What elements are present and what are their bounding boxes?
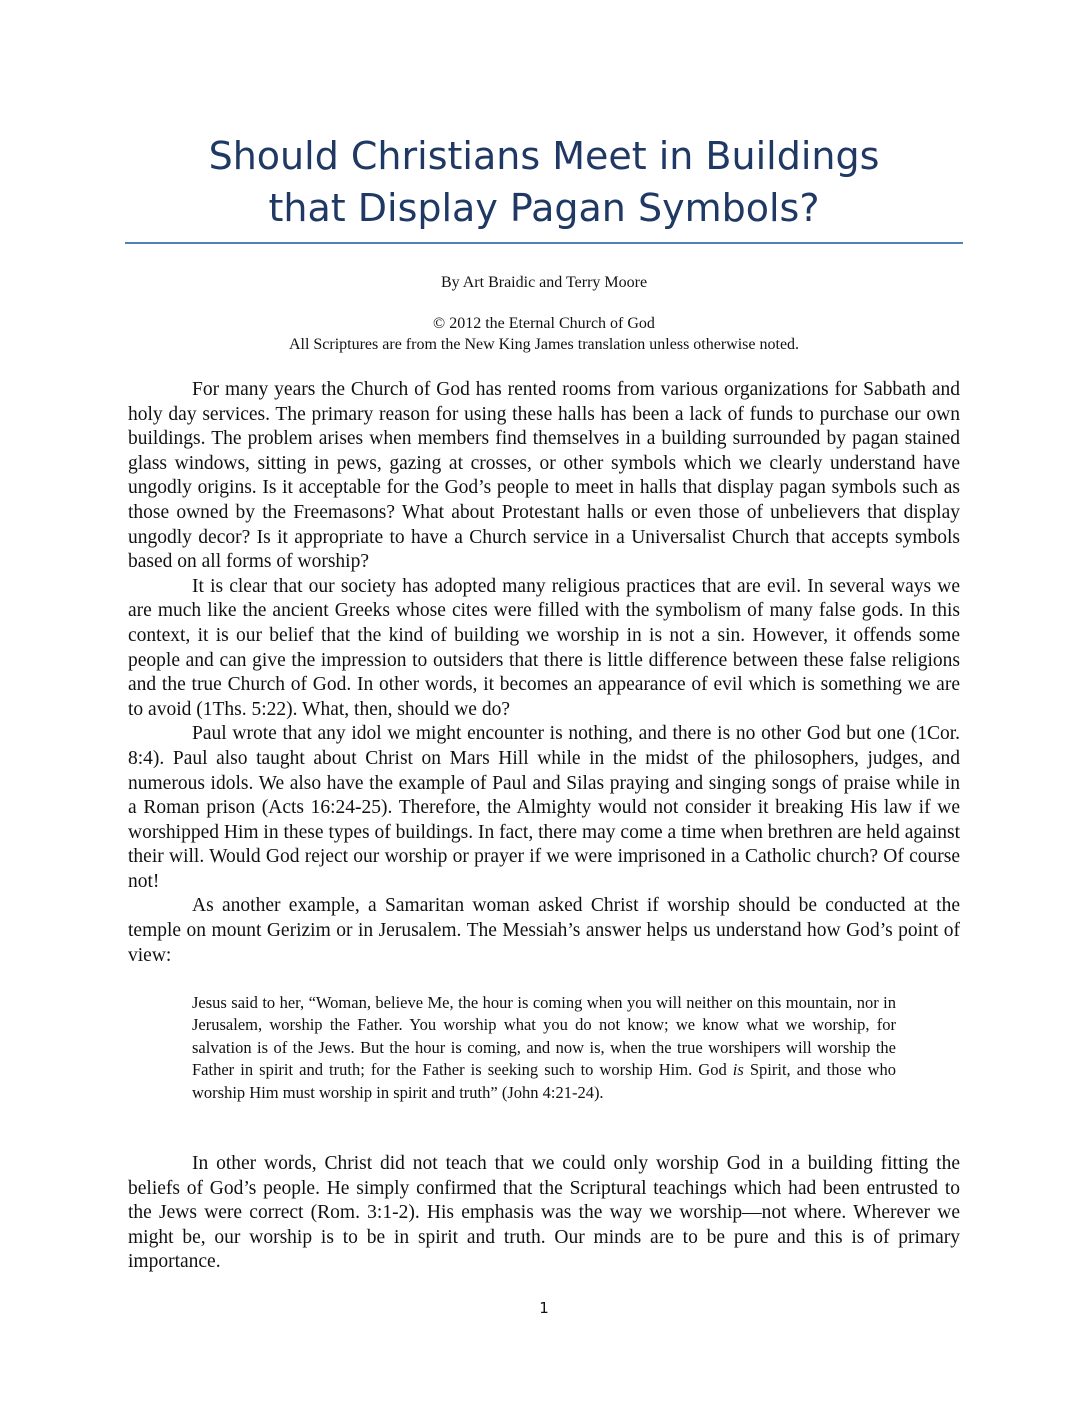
quote-text-start: Jesus said to her, “Woman, believe Me, the hour is coming when you will neither on this mountain, nor in Jerusalem, worship the Father. You worship what you do not know; we know what we worship, for salvation is of the Jews. But the hour is coming, and now is, when the true worshipers will worship the Father in spirit and truth; for the Father is seeking such to worship Him. God xyxy=(192,993,896,1080)
closing-section xyxy=(128,1152,960,1275)
byline: By Art Braidic and Terry Moore xyxy=(440,274,648,291)
title-line-1: Should Christians Meet in Buildings xyxy=(208,134,880,178)
paragraph: As another example, a Samaritan woman asked Christ if worship should be conducted at the temple on mount Gerizim or in Jerusalem. The Messiah’s answer helps us understand how God’s point of view: xyxy=(128,895,960,966)
body-text xyxy=(128,378,960,968)
paragraph: It is clear that our society has adopted many religious practices that are evil. In several ways we are much like the ancient Greeks whose cites were filled with the symbolism of many false gods. In this context, it is our belief that the kind of building we worship in is not a sin. However, it offends some people and can give the impression to outsiders that there is little difference between these false religions and the true Church of God. In other words, it becomes an appearance of evil which is something we are to avoid (1Ths. 5:22). What, then, should we do? xyxy=(128,575,960,720)
page-number: 1 xyxy=(539,1299,549,1317)
title-divider xyxy=(125,242,963,244)
paragraph: Paul wrote that any idol we might encounter is nothing, and there is no other God but one (1Cor. 8:4). Paul also taught about Christ on Mars Hill while in the midst of the philosophers, judges, and numerous idols. We also have the example of Paul and Silas praying and singing songs of praise while in a Roman prison (Acts 16:24-25). Therefore, the Almighty would not consider it breaking His law if we worshipped Him in these types of buildings. In fact, there may come a time when brethren are held against their will. Would God reject our worship or prayer if we were imprisoned in a Catholic church? Of course not! xyxy=(128,723,960,892)
copyright-block xyxy=(125,313,963,355)
quote-text-end: Spirit, and those who worship Him must worship in spirit and truth” (John 4:21-24). xyxy=(192,1060,896,1102)
title-line-2: that Display Pagan Symbols? xyxy=(268,186,820,230)
scripture-quote xyxy=(192,992,896,1104)
closing-paragraph: In other words, Christ did not teach that we could only worship God in a building fitting the beliefs of God’s people. He simply confirmed that the Scriptural teachings which had been entrusted to the Jews were correct (Rom. 3:1-2). His emphasis was the way we worship—not where. Wherever we might be, our worship is to be in spirit and truth. Our minds are to be pure and this is of primary importance. xyxy=(128,1153,960,1273)
document-title xyxy=(125,130,963,234)
quote-italic-word: is xyxy=(732,1060,744,1080)
paragraph: For many years the Church of God has rented rooms from various organizations for Sabbath and holy day services. The primary reason for using these halls has been a lack of funds to purchase our own buildings. The problem arises when members find themselves in a building surrounded by pagan stained glass windows, sitting in pews, gazing at crosses, or other symbols which we clearly understand have ungodly origins. Is it acceptable for the God’s people to meet in halls that display pagan symbols such as those owned by the Freemasons? What about Protestant halls or even those of unbelievers that display ungodly decor? Is it appropriate to have a Church service in a Universalist Church that accepts symbols based on all forms of worship? xyxy=(128,379,960,573)
scripture-note: All Scriptures are from the New King James translation unless otherwise noted. xyxy=(288,336,800,353)
copyright-notice: © 2012 the Eternal Church of God xyxy=(433,315,655,332)
